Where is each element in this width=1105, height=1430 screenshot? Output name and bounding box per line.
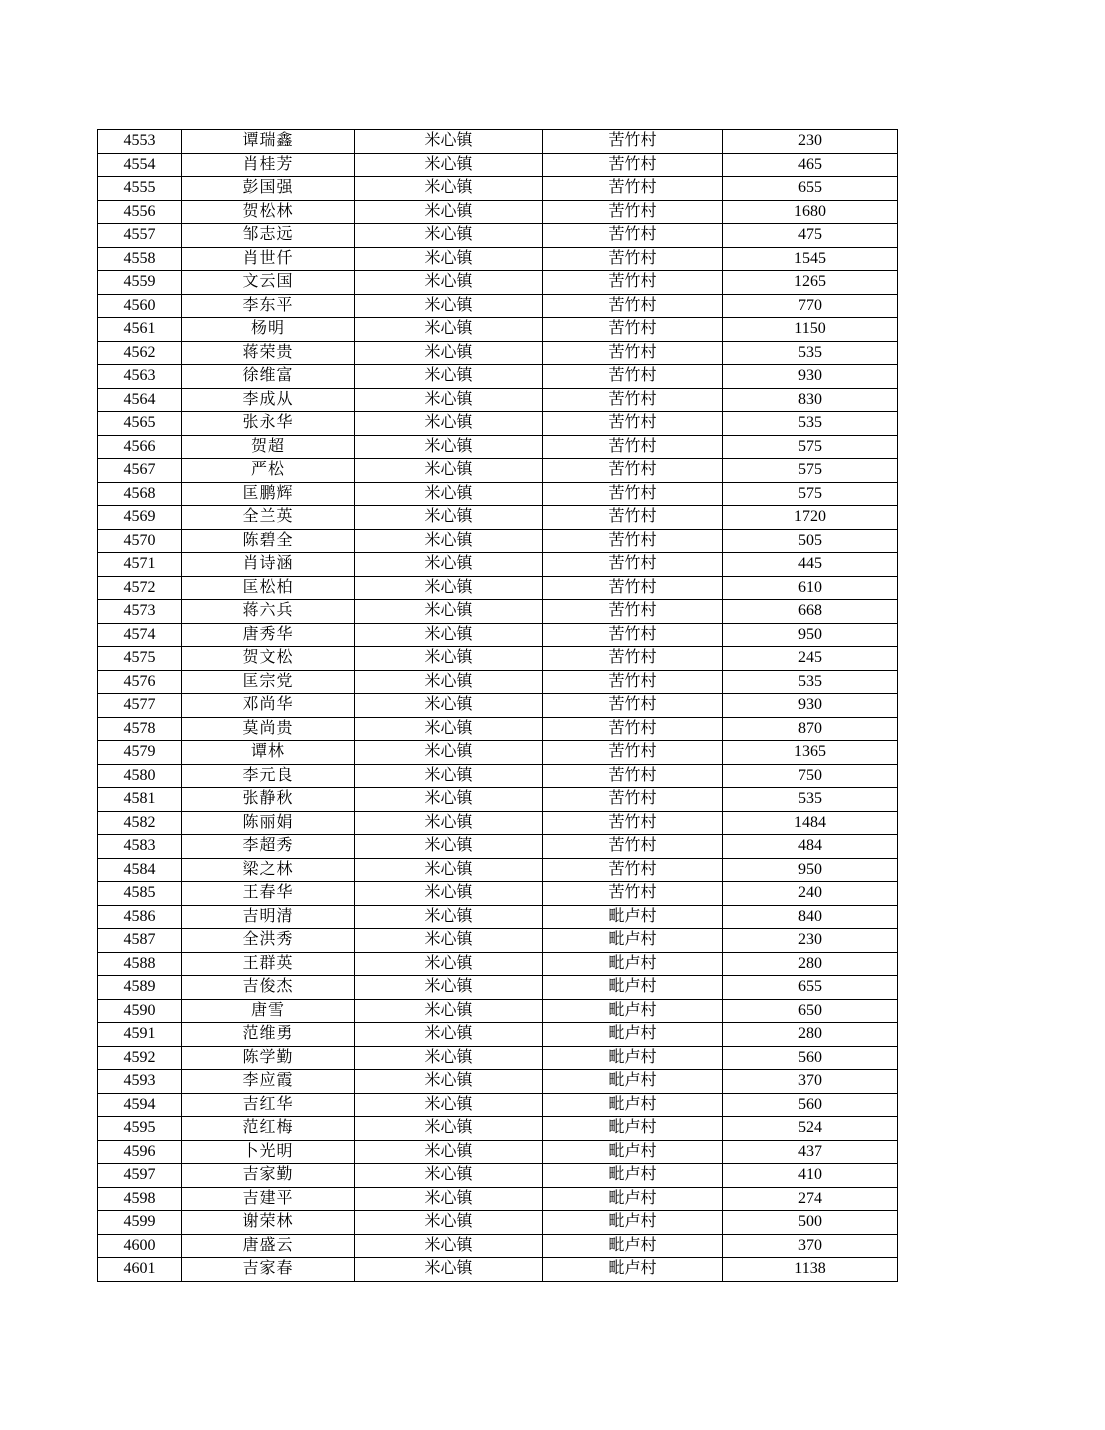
cell-town: 米心镇 [355,153,543,177]
cell-town: 米心镇 [355,1234,543,1258]
cell-amount: 245 [723,647,898,671]
table-row [98,200,898,224]
cell-town: 米心镇 [355,482,543,506]
cell-name: 谭林 [182,741,355,765]
cell-town: 米心镇 [355,459,543,483]
cell-town: 米心镇 [355,764,543,788]
cell-name: 李应霞 [182,1070,355,1094]
cell-name: 唐秀华 [182,623,355,647]
cell-id: 4565 [98,412,182,436]
table-row [98,952,898,976]
cell-town: 米心镇 [355,1093,543,1117]
cell-name: 邹志远 [182,224,355,248]
cell-name: 吉家勤 [182,1164,355,1188]
cell-town: 米心镇 [355,976,543,1000]
cell-village: 毗卢村 [543,1140,723,1164]
cell-village: 苦竹村 [543,741,723,765]
cell-amount: 930 [723,694,898,718]
cell-town: 米心镇 [355,412,543,436]
table-row [98,623,898,647]
cell-village: 苦竹村 [543,717,723,741]
cell-village: 毗卢村 [543,1070,723,1094]
cell-village: 苦竹村 [543,553,723,577]
cell-amount: 668 [723,600,898,624]
table-row [98,929,898,953]
table-row [98,1117,898,1141]
cell-town: 米心镇 [355,435,543,459]
table-row [98,506,898,530]
cell-town: 米心镇 [355,623,543,647]
cell-name: 贺松林 [182,200,355,224]
cell-town: 米心镇 [355,1070,543,1094]
table-row [98,999,898,1023]
cell-amount: 560 [723,1046,898,1070]
cell-amount: 830 [723,388,898,412]
cell-name: 贺超 [182,435,355,459]
cell-village: 苦竹村 [543,341,723,365]
cell-village: 苦竹村 [543,435,723,459]
cell-id: 4590 [98,999,182,1023]
cell-village: 苦竹村 [543,388,723,412]
cell-name: 范维勇 [182,1023,355,1047]
table-row [98,764,898,788]
cell-amount: 1365 [723,741,898,765]
table-row [98,1187,898,1211]
cell-village: 苦竹村 [543,764,723,788]
cell-amount: 950 [723,623,898,647]
table-row [98,741,898,765]
cell-amount: 410 [723,1164,898,1188]
cell-id: 4594 [98,1093,182,1117]
cell-amount: 505 [723,529,898,553]
cell-name: 张永华 [182,412,355,436]
table-row [98,459,898,483]
cell-id: 4574 [98,623,182,647]
cell-id: 4560 [98,294,182,318]
cell-town: 米心镇 [355,835,543,859]
cell-name: 严松 [182,459,355,483]
table-row [98,1140,898,1164]
cell-id: 4592 [98,1046,182,1070]
cell-id: 4582 [98,811,182,835]
table-row [98,647,898,671]
cell-village: 苦竹村 [543,647,723,671]
cell-town: 米心镇 [355,224,543,248]
cell-name: 谢荣林 [182,1211,355,1235]
cell-id: 4555 [98,177,182,201]
table-row [98,1046,898,1070]
cell-town: 米心镇 [355,1187,543,1211]
table-row [98,388,898,412]
cell-id: 4564 [98,388,182,412]
cell-village: 苦竹村 [543,200,723,224]
cell-amount: 770 [723,294,898,318]
cell-amount: 535 [723,341,898,365]
cell-name: 王群英 [182,952,355,976]
cell-amount: 840 [723,905,898,929]
cell-village: 苦竹村 [543,858,723,882]
cell-name: 李超秀 [182,835,355,859]
table-row [98,1211,898,1235]
cell-amount: 524 [723,1117,898,1141]
cell-id: 4559 [98,271,182,295]
cell-village: 苦竹村 [543,623,723,647]
cell-id: 4553 [98,130,182,154]
cell-town: 米心镇 [355,670,543,694]
cell-name: 莫尚贵 [182,717,355,741]
data-table [97,129,898,1282]
cell-town: 米心镇 [355,694,543,718]
cell-village: 苦竹村 [543,153,723,177]
cell-id: 4563 [98,365,182,389]
cell-village: 苦竹村 [543,482,723,506]
cell-village: 苦竹村 [543,318,723,342]
cell-town: 米心镇 [355,882,543,906]
table-body [98,130,898,1282]
cell-name: 李元良 [182,764,355,788]
cell-village: 毗卢村 [543,952,723,976]
cell-town: 米心镇 [355,294,543,318]
cell-amount: 274 [723,1187,898,1211]
cell-village: 毗卢村 [543,999,723,1023]
cell-name: 匡松柏 [182,576,355,600]
table-row [98,600,898,624]
cell-town: 米心镇 [355,271,543,295]
cell-name: 贺文松 [182,647,355,671]
cell-name: 肖世仟 [182,247,355,271]
cell-id: 4578 [98,717,182,741]
cell-name: 肖桂芳 [182,153,355,177]
table-row [98,529,898,553]
cell-amount: 280 [723,952,898,976]
cell-amount: 655 [723,177,898,201]
cell-amount: 230 [723,929,898,953]
cell-id: 4591 [98,1023,182,1047]
cell-amount: 445 [723,553,898,577]
cell-town: 米心镇 [355,929,543,953]
cell-town: 米心镇 [355,741,543,765]
cell-name: 张静秋 [182,788,355,812]
cell-town: 米心镇 [355,506,543,530]
cell-id: 4597 [98,1164,182,1188]
cell-amount: 240 [723,882,898,906]
cell-amount: 370 [723,1234,898,1258]
cell-amount: 575 [723,459,898,483]
cell-id: 4581 [98,788,182,812]
cell-town: 米心镇 [355,858,543,882]
cell-id: 4575 [98,647,182,671]
cell-id: 4573 [98,600,182,624]
cell-id: 4561 [98,318,182,342]
cell-village: 苦竹村 [543,365,723,389]
cell-amount: 655 [723,976,898,1000]
cell-name: 范红梅 [182,1117,355,1141]
cell-id: 4584 [98,858,182,882]
cell-town: 米心镇 [355,247,543,271]
cell-town: 米心镇 [355,529,543,553]
cell-village: 苦竹村 [543,506,723,530]
table-row [98,1023,898,1047]
cell-village: 苦竹村 [543,224,723,248]
table-row [98,247,898,271]
cell-amount: 280 [723,1023,898,1047]
cell-name: 卜光明 [182,1140,355,1164]
table-row [98,341,898,365]
cell-name: 陈学勤 [182,1046,355,1070]
cell-amount: 1265 [723,271,898,295]
cell-town: 米心镇 [355,1046,543,1070]
cell-amount: 535 [723,788,898,812]
cell-town: 米心镇 [355,1258,543,1282]
cell-name: 徐维富 [182,365,355,389]
cell-amount: 1720 [723,506,898,530]
cell-village: 苦竹村 [543,529,723,553]
cell-village: 苦竹村 [543,576,723,600]
cell-name: 李东平 [182,294,355,318]
cell-town: 米心镇 [355,130,543,154]
cell-town: 米心镇 [355,1211,543,1235]
cell-name: 彭国强 [182,177,355,201]
table-row [98,788,898,812]
cell-name: 吉明清 [182,905,355,929]
cell-id: 4556 [98,200,182,224]
cell-id: 4600 [98,1234,182,1258]
cell-amount: 230 [723,130,898,154]
cell-id: 4593 [98,1070,182,1094]
cell-amount: 1138 [723,1258,898,1282]
cell-town: 米心镇 [355,177,543,201]
cell-village: 苦竹村 [543,788,723,812]
cell-amount: 1680 [723,200,898,224]
cell-village: 苦竹村 [543,247,723,271]
cell-village: 毗卢村 [543,1258,723,1282]
table-row [98,224,898,248]
table-row [98,294,898,318]
cell-town: 米心镇 [355,200,543,224]
table-row [98,412,898,436]
cell-town: 米心镇 [355,1140,543,1164]
cell-village: 苦竹村 [543,835,723,859]
cell-id: 4586 [98,905,182,929]
table-row [98,1258,898,1282]
cell-name: 吉家春 [182,1258,355,1282]
cell-village: 毗卢村 [543,1046,723,1070]
cell-village: 毗卢村 [543,1211,723,1235]
cell-town: 米心镇 [355,1117,543,1141]
cell-village: 苦竹村 [543,459,723,483]
cell-amount: 500 [723,1211,898,1235]
table-row [98,130,898,154]
table-row [98,318,898,342]
cell-id: 4583 [98,835,182,859]
cell-id: 4579 [98,741,182,765]
cell-town: 米心镇 [355,1023,543,1047]
cell-name: 文云国 [182,271,355,295]
table-row [98,1093,898,1117]
cell-name: 吉俊杰 [182,976,355,1000]
cell-village: 毗卢村 [543,1234,723,1258]
cell-town: 米心镇 [355,788,543,812]
cell-town: 米心镇 [355,647,543,671]
cell-village: 苦竹村 [543,600,723,624]
cell-amount: 484 [723,835,898,859]
cell-village: 苦竹村 [543,694,723,718]
cell-town: 米心镇 [355,999,543,1023]
cell-name: 唐雪 [182,999,355,1023]
cell-village: 毗卢村 [543,1117,723,1141]
cell-id: 4569 [98,506,182,530]
cell-id: 4568 [98,482,182,506]
table-row [98,1070,898,1094]
cell-town: 米心镇 [355,717,543,741]
table-row [98,1234,898,1258]
cell-village: 毗卢村 [543,1023,723,1047]
cell-name: 匡鹏辉 [182,482,355,506]
cell-amount: 465 [723,153,898,177]
cell-id: 4558 [98,247,182,271]
cell-amount: 535 [723,670,898,694]
cell-amount: 575 [723,435,898,459]
table-row [98,1164,898,1188]
cell-amount: 560 [723,1093,898,1117]
table-row [98,271,898,295]
cell-village: 毗卢村 [543,976,723,1000]
table-row [98,177,898,201]
cell-town: 米心镇 [355,576,543,600]
cell-village: 毗卢村 [543,1164,723,1188]
table-row [98,365,898,389]
table-row [98,670,898,694]
table-row [98,835,898,859]
cell-town: 米心镇 [355,600,543,624]
cell-id: 4598 [98,1187,182,1211]
cell-amount: 575 [723,482,898,506]
cell-amount: 870 [723,717,898,741]
cell-name: 陈丽娟 [182,811,355,835]
cell-name: 匡宗党 [182,670,355,694]
cell-name: 全洪秀 [182,929,355,953]
cell-id: 4589 [98,976,182,1000]
table-row [98,576,898,600]
cell-name: 蒋荣贵 [182,341,355,365]
cell-id: 4570 [98,529,182,553]
cell-town: 米心镇 [355,318,543,342]
cell-name: 吉红华 [182,1093,355,1117]
cell-name: 谭瑞鑫 [182,130,355,154]
cell-id: 4566 [98,435,182,459]
cell-amount: 650 [723,999,898,1023]
table-row [98,153,898,177]
cell-village: 苦竹村 [543,882,723,906]
table-row [98,435,898,459]
cell-village: 毗卢村 [543,905,723,929]
table-row [98,811,898,835]
cell-amount: 535 [723,412,898,436]
cell-id: 4599 [98,1211,182,1235]
cell-name: 李成从 [182,388,355,412]
cell-id: 4562 [98,341,182,365]
table-row [98,905,898,929]
cell-name: 唐盛云 [182,1234,355,1258]
cell-id: 4572 [98,576,182,600]
cell-village: 苦竹村 [543,130,723,154]
cell-town: 米心镇 [355,553,543,577]
cell-village: 苦竹村 [543,177,723,201]
table-row [98,858,898,882]
cell-amount: 930 [723,365,898,389]
cell-amount: 1484 [723,811,898,835]
cell-town: 米心镇 [355,811,543,835]
cell-id: 4580 [98,764,182,788]
table-row [98,553,898,577]
cell-village: 毗卢村 [543,1187,723,1211]
cell-name: 全兰英 [182,506,355,530]
cell-village: 毗卢村 [543,929,723,953]
table-row [98,717,898,741]
cell-town: 米心镇 [355,365,543,389]
cell-id: 4557 [98,224,182,248]
cell-name: 蒋六兵 [182,600,355,624]
cell-id: 4588 [98,952,182,976]
cell-amount: 1150 [723,318,898,342]
cell-town: 米心镇 [355,905,543,929]
cell-id: 4567 [98,459,182,483]
cell-id: 4595 [98,1117,182,1141]
cell-village: 苦竹村 [543,412,723,436]
cell-amount: 1545 [723,247,898,271]
cell-amount: 950 [723,858,898,882]
table-row [98,976,898,1000]
cell-id: 4601 [98,1258,182,1282]
cell-town: 米心镇 [355,388,543,412]
cell-name: 肖诗涵 [182,553,355,577]
cell-name: 梁之林 [182,858,355,882]
cell-amount: 437 [723,1140,898,1164]
cell-town: 米心镇 [355,1164,543,1188]
cell-village: 苦竹村 [543,811,723,835]
cell-id: 4577 [98,694,182,718]
cell-name: 陈碧全 [182,529,355,553]
cell-amount: 750 [723,764,898,788]
cell-village: 苦竹村 [543,271,723,295]
cell-id: 4576 [98,670,182,694]
table-row [98,482,898,506]
cell-amount: 370 [723,1070,898,1094]
cell-village: 毗卢村 [543,1093,723,1117]
cell-town: 米心镇 [355,341,543,365]
cell-amount: 475 [723,224,898,248]
cell-id: 4585 [98,882,182,906]
cell-town: 米心镇 [355,952,543,976]
cell-name: 邓尚华 [182,694,355,718]
table-row [98,882,898,906]
cell-id: 4596 [98,1140,182,1164]
cell-amount: 610 [723,576,898,600]
cell-id: 4587 [98,929,182,953]
cell-village: 苦竹村 [543,670,723,694]
cell-id: 4571 [98,553,182,577]
cell-id: 4554 [98,153,182,177]
cell-name: 吉建平 [182,1187,355,1211]
table-row [98,694,898,718]
cell-village: 苦竹村 [543,294,723,318]
cell-name: 王春华 [182,882,355,906]
cell-name: 杨明 [182,318,355,342]
